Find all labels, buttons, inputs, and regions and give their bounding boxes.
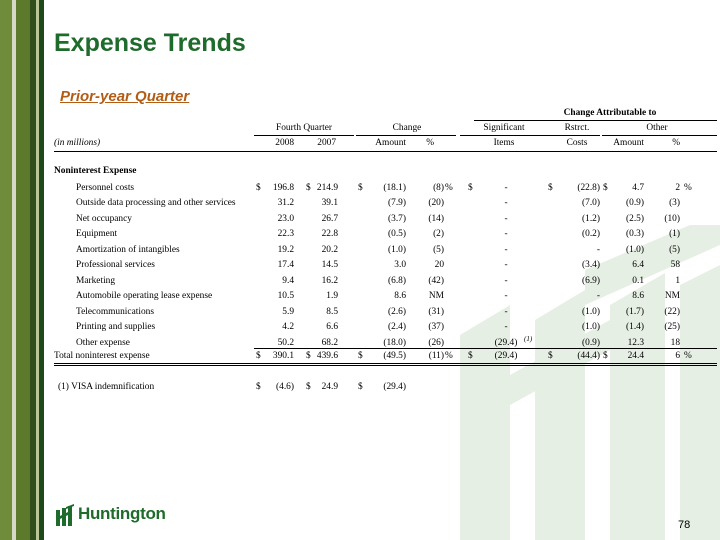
cell-o-pct: (10) [664,213,680,224]
cell-label: Telecommunications [76,306,154,317]
cell-d6: $ [603,183,608,193]
cell-pct: (11) [428,351,444,361]
cell-pct: (2) [433,229,444,240]
cell-d5: $ [548,183,553,193]
cell-pctsym: % [445,183,453,193]
cell-items: (29.4) [494,351,518,361]
cell-items: - [504,198,508,209]
cell-amount: (18.0) [383,337,406,348]
cell-o-pct: (5) [669,244,680,255]
cell-d1: $ [256,183,261,193]
expense-table [54,105,717,405]
cell-label: Amortization of intangibles [76,244,180,255]
page-subtitle: Prior-year Quarter [60,88,190,105]
cell-v2007: 39.1 [321,198,338,209]
cell-label: (1) VISA indemnification [58,382,155,392]
header-significant: Significant [483,123,525,133]
cell-costs: (1.2) [582,213,600,224]
cell-v2007: 68.2 [321,337,338,348]
header-other: Other [646,123,668,133]
cell-pct: (20) [428,198,444,209]
cell-v2008: 22.3 [277,229,294,240]
cell-costs: (7.0) [582,198,600,209]
cell-label: Total noninterest expense [54,351,150,361]
cell-v2008: 4.2 [282,322,294,333]
header-rule [474,120,717,121]
cell-o-pctsym: % [684,183,692,193]
cell-items: - [504,213,508,224]
huntington-logo-icon [56,504,74,526]
cell-v2007: 20.2 [321,244,338,255]
cell-items: - [504,322,508,333]
cell-items: - [504,244,508,255]
cell-o-amount: (1.0) [626,244,644,255]
cell-amount: (1.0) [388,244,406,255]
cell-costs: (0.9) [582,337,600,348]
cell-d4: $ [468,183,473,193]
cell-amount: (49.5) [383,351,406,361]
cell-pct: (5) [433,244,444,255]
cell-costs: (0.2) [582,229,600,240]
cell-label: Other expense [76,337,130,348]
total-bottom-double-rule [54,363,717,366]
cell-items: - [504,291,508,302]
cell-costs: (1.0) [582,306,600,317]
cell-v2008: 19.2 [277,244,294,255]
cell-o-amount: (0.9) [626,198,644,209]
cell-d1: $ [256,351,261,361]
cell-d3: $ [358,382,363,392]
cell-items: - [504,306,508,317]
header-rule [254,135,354,136]
cell-v2007: 14.5 [321,260,338,271]
header-costs: Costs [566,138,588,148]
cell-v2008: 5.9 [282,306,294,317]
cell-v2008: 50.2 [277,337,294,348]
cell-o-amount: 0.1 [632,275,644,286]
cell-pct: (37) [428,322,444,333]
header-rstrct: Rstrct. [564,123,590,133]
cell-v2008: 17.4 [277,260,294,271]
cell-v2007: 24.9 [321,382,338,392]
cell-pctsym: % [445,351,453,361]
cell-amount: 3.0 [394,260,406,271]
header-change: Change [392,123,422,133]
cell-o-pct: (3) [669,198,680,209]
cell-d6: $ [603,351,608,361]
cell-o-amount: 4.7 [632,183,644,193]
cell-v2008: 9.4 [282,275,294,286]
cell-items: - [504,275,508,286]
header-change-attributable: Change Attributable to [563,108,657,118]
cell-label: Professional services [76,260,155,271]
header-bottom-rule [54,151,717,152]
cell-pct: (31) [428,306,444,317]
cell-o-pct: 2 [675,183,680,193]
cell-v2007: 1.9 [326,291,338,302]
cell-o-amount: (1.7) [626,306,644,317]
section-label: Noninterest Expense [54,166,137,176]
header-rule [356,135,456,136]
cell-o-amount: 8.6 [632,291,644,302]
header-other-pct: % [672,138,680,148]
cell-v2007: 214.9 [316,183,338,193]
cell-v2007: 16.2 [321,275,338,286]
header-pct: % [426,138,434,148]
sidebar-stripes [0,0,44,540]
cell-label: Marketing [76,275,116,286]
cell-label: Personnel costs [76,183,135,193]
cell-d5: $ [548,351,553,361]
cell-amount: (6.8) [388,275,406,286]
header-rule [602,135,717,136]
cell-costs: (1.0) [582,322,600,333]
huntington-logo-text: Huntington [78,504,166,523]
stripe-green [16,0,30,540]
cell-v2008: 10.5 [277,291,294,302]
header-2007: 2007 [317,138,336,148]
cell-o-pct: (25) [664,322,680,333]
header-2008: 2008 [275,138,294,148]
cell-o-pct: NM [664,291,680,302]
cell-pct: 20 [434,260,444,271]
cell-o-pct: 6 [675,351,680,361]
cell-amount: (0.5) [388,229,406,240]
cell-v2008: 196.8 [272,183,294,193]
cell-items-note: (1) [524,334,533,343]
cell-items: - [504,260,508,271]
page-title: Expense Trends [54,29,246,57]
cell-amount: (3.7) [388,213,406,224]
cell-o-amount: 6.4 [632,260,644,271]
cell-label: Net occupancy [76,213,132,224]
cell-items: - [504,183,508,193]
cell-pct: (14) [428,213,444,224]
page-number: 78 [678,519,691,531]
cell-d1: $ [256,382,261,392]
cell-pct: NM [428,291,444,302]
cell-amount: (18.1) [383,183,406,193]
cell-v2007: 26.7 [321,213,338,224]
cell-costs: (22.8) [577,183,600,193]
cell-d4: $ [468,351,473,361]
cell-o-pct: (22) [664,306,680,317]
header-fourth-quarter: Fourth Quarter [276,123,332,133]
header-amount: Amount [375,138,406,148]
cell-v2008: (4.6) [276,382,294,392]
cell-costs: (3.4) [582,260,600,271]
cell-v2008: 31.2 [277,198,294,209]
cell-pct: (42) [428,275,444,286]
cell-o-amount: (0.3) [626,229,644,240]
cell-o-amount: (2.5) [626,213,644,224]
cell-o-amount: 12.3 [627,337,644,348]
cell-label: Equipment [76,229,118,240]
cell-label: Automobile operating lease expense [76,291,213,302]
cell-v2008: 23.0 [277,213,294,224]
cell-o-pct: (1) [669,229,680,240]
cell-o-pctsym: % [684,351,692,361]
header-items: Items [493,138,515,148]
cell-d3: $ [358,183,363,193]
cell-costs: (44.4) [577,351,600,361]
cell-d2: $ [306,183,311,193]
cell-amount: (2.4) [388,322,406,333]
cell-v2008: 390.1 [272,351,294,361]
stripe-darkest [39,0,44,540]
header-other-amount: Amount [613,138,644,148]
cell-pct: (26) [428,337,444,348]
cell-v2007: 22.8 [321,229,338,240]
cell-o-pct: 1 [675,275,680,286]
cell-d2: $ [306,351,311,361]
cell-costs: (6.9) [582,275,600,286]
cell-items: - [504,229,508,240]
header-in-millions: (in millions) [54,138,101,148]
cell-amount: (29.4) [383,382,406,392]
cell-o-amount: 24.4 [627,351,644,361]
cell-costs: - [596,244,600,255]
cell-label: Printing and supplies [76,322,156,333]
cell-costs: - [596,291,600,302]
total-top-rule [254,348,717,349]
cell-label: Outside data processing and other services [76,198,236,209]
cell-amount: (2.6) [388,306,406,317]
cell-amount: (7.9) [388,198,406,209]
header-rule [460,135,600,136]
cell-amount: 8.6 [394,291,406,302]
cell-v2007: 6.6 [326,322,338,333]
cell-o-amount: (1.4) [626,322,644,333]
cell-items: (29.4) [494,337,518,348]
stripe-olive [0,0,12,540]
cell-v2007: 439.6 [316,351,338,361]
cell-d3: $ [358,351,363,361]
cell-v2007: 8.5 [326,306,338,317]
cell-o-pct: 18 [670,337,680,348]
cell-d2: $ [306,382,311,392]
cell-pct: (8) [433,183,444,193]
cell-o-pct: 58 [670,260,680,271]
